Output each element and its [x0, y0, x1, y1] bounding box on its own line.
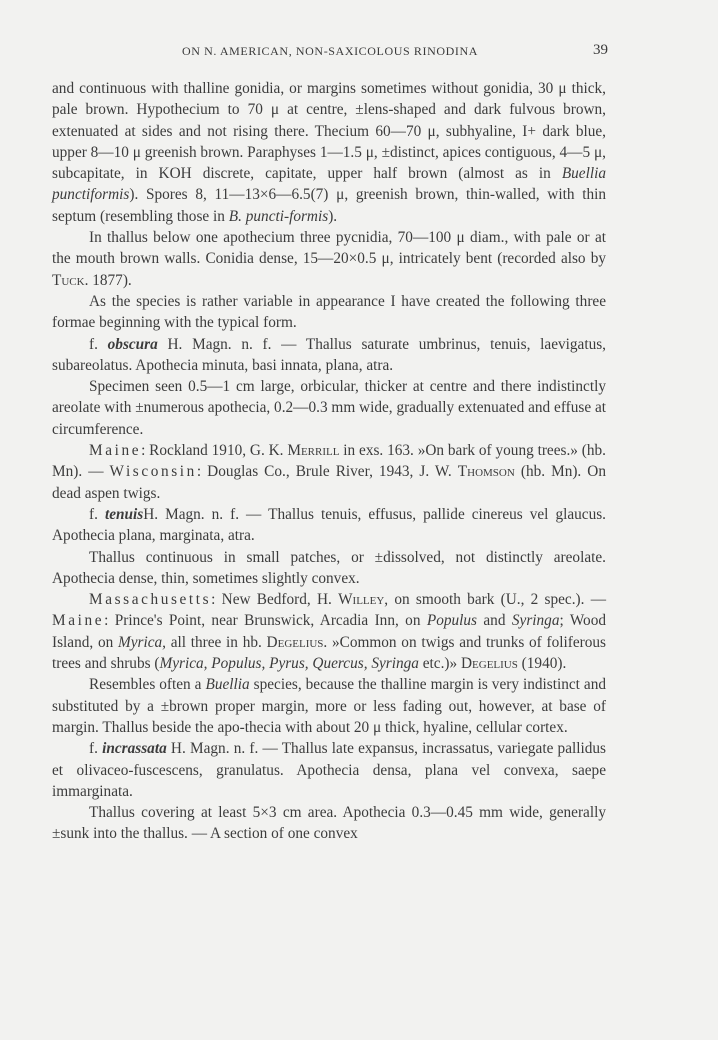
forma-heading-incrassata — [52, 738, 606, 802]
paragraph — [52, 78, 606, 227]
text-run: H. Magn. n. f. — Thallus saturate umbrinus, tenuis, laevigatus, subareolatus. Apothecia minuta, basi innata, plana, atra. — [52, 335, 606, 374]
collector-name: Degelius — [266, 633, 324, 651]
forma-heading-obscura — [52, 334, 606, 377]
text-run: and — [477, 612, 512, 630]
collector-name: Thomson — [457, 463, 515, 481]
forma-heading-tenuis — [52, 504, 606, 547]
running-title: ON N. AMERICAN, NON-SAXICOLOUS RINODINA — [181, 44, 479, 58]
collector-name: Willey — [338, 591, 385, 609]
text-run: : Prince's Point, near Brunswick, Arcadia Inn, on — [104, 612, 427, 630]
paragraph: Thallus continuous in small patches, or ±dissolved, not distinctly areolate. Apothecia dense, thin, sometimes slightly convex. — [52, 548, 606, 587]
collector-name: Merrill — [287, 442, 340, 460]
forma-name: obscura — [107, 335, 158, 353]
locality-state: Maine — [89, 442, 142, 460]
text-run: in exs. 163. »On bark of young trees.» (hb. Mn). — — [52, 442, 606, 481]
text-run: f. — [89, 740, 98, 758]
paragraph — [52, 674, 606, 738]
text-run: : Rockland 1910, G. K. — [141, 442, 288, 460]
locality-state: Massachusetts — [89, 591, 212, 609]
forma-name: tenuis — [104, 505, 144, 523]
text-run: : New Bedford, H. — [211, 591, 339, 609]
taxon-name: Buellia punctiformis — [52, 165, 606, 204]
specimen-list — [52, 440, 606, 504]
text-run: f. — [89, 335, 98, 353]
text-run: , on smooth bark (U., 2 spec.). — — [384, 591, 606, 609]
text-run: ). — [328, 207, 338, 225]
page-number: 39 — [593, 42, 608, 58]
text-run: species, because the thalline margin is very indistinct and substituted by a ±brown proper margin, more or less fading out, however, at base of margin. Thallus beside the apo-thecia with about 20 μ thick, hyaline, cellular cortex. — [52, 676, 606, 736]
text-run: H. Magn. n. f. — Thallus tenuis, effusus, pallide cinereus vel glaucus. Apothecia plana, marginata, atra. — [52, 505, 607, 545]
taxon-name: Populus — [426, 612, 477, 630]
text-run: ). Spores 8, 11—13×6—6.5(7) μ, greenish brown, thin-walled, with thin septum (resembling those in — [52, 186, 606, 225]
specimen-list — [52, 589, 606, 674]
taxon-name: Syringa — [511, 612, 560, 630]
body-text — [52, 78, 606, 845]
text-run: H. Magn. n. f. — Thallus late expansus, incrassatus, variegate pallidus et olivaceo-fuscescens, granulatus. Apothecia densa, plana vel convexa, saepe immarginata. — [52, 740, 606, 800]
text-run: Resembles often a — [89, 676, 206, 694]
text-run: all three in hb. — [165, 633, 267, 651]
locality-state: Maine — [52, 612, 105, 630]
text-run: ; Wood Island, on — [52, 612, 606, 651]
text-run: f. — [89, 505, 98, 523]
text-run: . »Common on twigs and trunks of foliferous trees and shrubs ( — [52, 633, 606, 673]
text-run: (1940). — [517, 655, 567, 673]
taxon-name: Buellia — [205, 676, 250, 694]
text-run: (hb. Mn). On dead aspen twigs. — [52, 463, 606, 502]
locality-state: Wisconsin — [109, 463, 197, 481]
paragraph — [52, 227, 606, 291]
text-run: In thallus below one apothecium three pycnidia, 70—100 μ diam., with pale or at the mouth brown walls. Conidia dense, 15—20×0.5 μ, intricately bent (recorded also by — [52, 229, 606, 268]
text-run: etc.)» — [418, 655, 461, 673]
forma-name: incrassata — [102, 740, 167, 758]
text-run: and continuous with thalline gonidia, or margins sometimes without gonidia, 30 μ thick, pale brown. Hypothecium to 70 μ at centre, ±lens-shaped and dark fulvous brown, extenuated at sides and not rising there. Thecium 60—70 μ, subhyaline, I+ dark blue, upper 8—10 μ greenish brown. Paraphyses 1—1.5 μ, ±distinct, apices contiguous, 4—5 μ, subcapitate, in KOH discrete, capitate, upper half brown (almost as in — [52, 80, 606, 183]
text-run: . 1877). — [84, 271, 132, 289]
paragraph: As the species is rather variable in appearance I have created the following three formae beginning with the typical form. — [52, 292, 606, 332]
taxon-name: Myrica, — [117, 633, 166, 651]
author-name: Degelius — [460, 655, 518, 673]
paragraph: Specimen seen 0.5—1 cm large, orbicular, thicker at centre and there indistinctly areolate with ±numerous apothecia, 0.2—0.3 mm wide, gradually extenuated and effuse at circumference. — [52, 378, 606, 438]
taxon-name: Myrica, Populus, Pyrus, Quercus, Syringa — [159, 655, 419, 673]
paragraph: Thallus covering at least 5×3 cm area. Apothecia 0.3—0.45 mm wide, generally ±sunk into the thallus. — A section of one convex — [52, 804, 606, 843]
author-name: Tuck — [52, 271, 85, 289]
taxon-name: B. puncti-formis — [228, 207, 329, 225]
text-run: : Douglas Co., Brule River, 1943, J. W. — [196, 463, 458, 481]
